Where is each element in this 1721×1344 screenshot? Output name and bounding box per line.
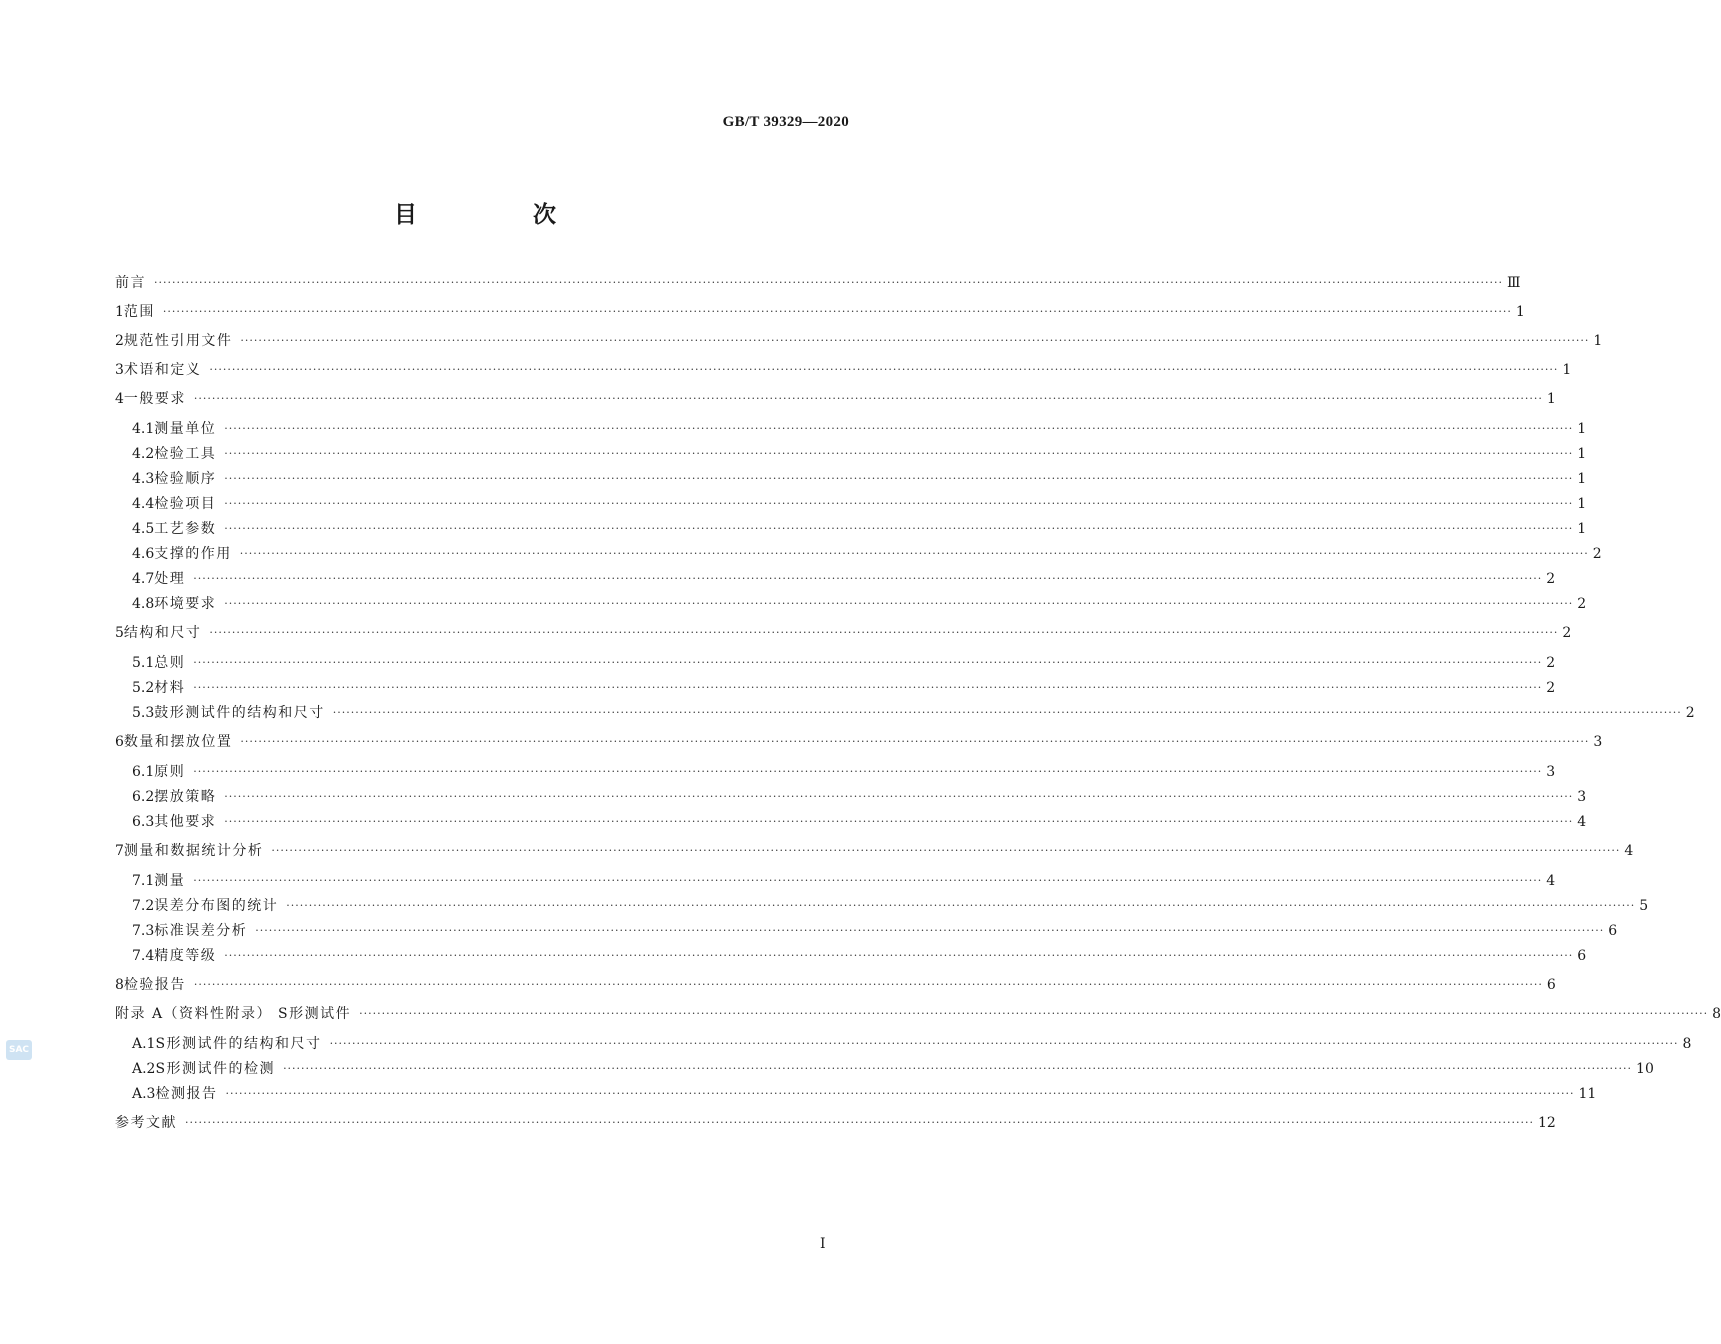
toc-entry[interactable] bbox=[132, 568, 1556, 590]
toc-entry[interactable] bbox=[132, 418, 1587, 440]
toc-entry[interactable] bbox=[132, 761, 1556, 783]
toc-entry-title: S形测试件的结构和尺寸 bbox=[155, 1036, 322, 1052]
toc-entry-page: 4 bbox=[1624, 843, 1634, 859]
toc-entry-page: 4 bbox=[1577, 814, 1587, 830]
toc-entry[interactable] bbox=[132, 811, 1587, 833]
toc-entry-page: 3 bbox=[1577, 789, 1587, 805]
toc-entry[interactable] bbox=[132, 493, 1587, 515]
toc-entry-title: 工艺参数 bbox=[154, 521, 217, 537]
toc-entry-number: 4.3 bbox=[132, 471, 155, 487]
toc-entry-page: 3 bbox=[1546, 764, 1556, 780]
toc-entry-page: 6 bbox=[1608, 923, 1618, 939]
toc-entry[interactable] bbox=[115, 974, 1556, 996]
toc-entry-page: 1 bbox=[1577, 496, 1587, 512]
page-title: 目 次 bbox=[393, 201, 610, 228]
toc-entry[interactable] bbox=[132, 895, 1649, 917]
toc-entry-page: 2 bbox=[1685, 705, 1695, 721]
toc-leader-dots: ············································································································································································································································································································ bbox=[240, 334, 1590, 347]
toc-entry-number: A.2 bbox=[132, 1061, 156, 1077]
toc-leader-dots: ············································································································································································································································································································ bbox=[329, 1037, 1679, 1050]
toc-entry[interactable] bbox=[132, 920, 1618, 942]
toc-entry-number: 4.7 bbox=[132, 571, 155, 587]
toc-entry-number: 5 bbox=[115, 625, 124, 641]
toc-entry-number: 7.1 bbox=[132, 873, 155, 889]
toc-leader-dots: ············································································································································································································································································································ bbox=[154, 276, 1503, 289]
toc-entry[interactable] bbox=[115, 301, 1525, 323]
toc-entry-title: 原则 bbox=[154, 764, 186, 780]
toc-leader-dots: ············································································································································································································································································································ bbox=[193, 572, 1543, 585]
toc-entry-page: 5 bbox=[1639, 898, 1649, 914]
toc-entry-number: 5.2 bbox=[132, 680, 155, 696]
toc-entry-number: 4.8 bbox=[132, 596, 155, 612]
toc-entry[interactable] bbox=[132, 468, 1587, 490]
toc-entry-number: 5.3 bbox=[132, 705, 155, 721]
toc-leader-dots: ············································································································································································································································································································ bbox=[224, 497, 1574, 510]
toc-entry-title: 摆放策略 bbox=[154, 789, 217, 805]
toc-entry-number: 5.1 bbox=[132, 655, 155, 671]
toc-entry-title: 前言 bbox=[115, 275, 146, 291]
toc-entry-page: 4 bbox=[1546, 873, 1556, 889]
toc-entry-page: 1 bbox=[1593, 333, 1603, 349]
toc-entry[interactable] bbox=[115, 622, 1572, 644]
toc-entry-page: 1 bbox=[1577, 421, 1587, 437]
toc-leader-dots: ············································································································································································································································································································ bbox=[193, 392, 1543, 405]
toc-entry-page: 2 bbox=[1592, 546, 1602, 562]
toc-entry-page: 1 bbox=[1546, 391, 1556, 407]
toc-entry-number: 3 bbox=[115, 362, 124, 378]
toc-entry[interactable] bbox=[115, 1003, 1721, 1025]
toc-leader-dots: ············································································································································································································································································································ bbox=[224, 597, 1574, 610]
toc-entry-page: 12 bbox=[1537, 1115, 1556, 1131]
toc-entry[interactable] bbox=[132, 543, 1602, 565]
toc-entry-title: 总则 bbox=[154, 655, 186, 671]
toc-entry-page: 2 bbox=[1562, 625, 1572, 641]
toc-entry[interactable] bbox=[115, 330, 1603, 352]
toc-leader-dots: ············································································································································································································································································································ bbox=[224, 447, 1574, 460]
toc-leader-dots: ············································································································································································································································································································ bbox=[240, 735, 1590, 748]
toc-entry[interactable] bbox=[115, 272, 1521, 294]
toc-entry[interactable] bbox=[132, 1058, 1654, 1080]
toc-entry-title: 一般要求 bbox=[123, 391, 186, 407]
toc-entry-number: 7 bbox=[115, 843, 124, 859]
toc-entry[interactable] bbox=[115, 388, 1556, 410]
toc-entry-page: 2 bbox=[1546, 680, 1556, 696]
toc-entry[interactable] bbox=[115, 840, 1634, 862]
toc-entry-page: 1 bbox=[1577, 471, 1587, 487]
toc-entry-number: 4.1 bbox=[132, 421, 155, 437]
toc-entry-title: 精度等级 bbox=[154, 948, 217, 964]
toc-entry-number: 7.4 bbox=[132, 948, 155, 964]
toc-entry-number: 6.3 bbox=[132, 814, 155, 830]
toc-entry-page: 3 bbox=[1593, 734, 1603, 750]
toc-entry-title: 测量单位 bbox=[154, 421, 217, 437]
toc-leader-dots: ············································································································································································································································································································ bbox=[225, 1087, 1575, 1100]
toc-leader-dots: ············································································································································································································································································································ bbox=[283, 1062, 1633, 1075]
toc-entry-page: 10 bbox=[1636, 1061, 1654, 1077]
toc-entry[interactable] bbox=[115, 1112, 1556, 1134]
toc-leader-dots: ············································································································································································································································································································ bbox=[193, 765, 1543, 778]
toc-entry-number: 2 bbox=[115, 333, 124, 349]
toc-entry[interactable] bbox=[115, 731, 1603, 753]
standard-number: GB/T 39329—2020 bbox=[722, 114, 849, 130]
toc-entry-title: 附录 A（资料性附录） S形测试件 bbox=[115, 1006, 352, 1022]
toc-entry-number: 6.2 bbox=[132, 789, 155, 805]
watermark-logo: SAC bbox=[6, 1040, 32, 1060]
toc-entry[interactable] bbox=[132, 702, 1695, 724]
toc-entry[interactable] bbox=[132, 1033, 1692, 1055]
toc-entry-title: 测量和数据统计分析 bbox=[123, 843, 264, 859]
toc-entry-title: 参考文献 bbox=[115, 1115, 177, 1131]
toc-entry-title: 范围 bbox=[123, 304, 155, 320]
toc-leader-dots: ············································································································································································································································································································ bbox=[224, 790, 1574, 803]
toc-entry-title: 鼓形测试件的结构和尺寸 bbox=[154, 705, 325, 721]
toc-leader-dots: ············································································································································································································································································································ bbox=[193, 681, 1543, 694]
toc-entry-number: 4 bbox=[115, 391, 124, 407]
toc-entry-title: S形测试件的检测 bbox=[155, 1061, 276, 1077]
toc-leader-dots: ············································································································································································································································································································ bbox=[224, 472, 1574, 485]
toc-entry[interactable] bbox=[132, 518, 1587, 540]
toc-entry-title: 规范性引用文件 bbox=[123, 333, 233, 349]
toc-entry-page: 11 bbox=[1578, 1086, 1597, 1102]
toc-entry-number: 1 bbox=[115, 304, 124, 320]
toc-entry-title: 检验项目 bbox=[154, 496, 217, 512]
toc-entry-page: 2 bbox=[1546, 571, 1556, 587]
toc-entry-number: 4.6 bbox=[132, 546, 155, 562]
toc-leader-dots: ············································································································································································································································································································ bbox=[209, 626, 1559, 639]
toc-entry[interactable] bbox=[132, 945, 1587, 967]
toc-entry-title: 处理 bbox=[154, 571, 186, 587]
toc-leader-dots: ············································································································································································································································································································ bbox=[185, 1116, 1534, 1129]
toc-leader-dots: ············································································································································································································································································································ bbox=[193, 656, 1543, 669]
toc-entry[interactable] bbox=[132, 870, 1556, 892]
toc-entry[interactable] bbox=[132, 593, 1587, 615]
toc-leader-dots: ············································································································································································································································································································ bbox=[359, 1007, 1709, 1020]
toc-entry-title: 检验报告 bbox=[123, 977, 186, 993]
toc-entry-number: A.3 bbox=[132, 1086, 156, 1102]
toc-leader-dots: ············································································································································································································································································································ bbox=[255, 924, 1605, 937]
toc-entry-number: 7.2 bbox=[132, 898, 155, 914]
toc-entry-title: 检验工具 bbox=[154, 446, 217, 462]
toc-leader-dots: ············································································································································································································································································································ bbox=[224, 815, 1574, 828]
toc-leader-dots: ············································································································································································································································································································ bbox=[224, 522, 1574, 535]
toc-entry-title: 支撑的作用 bbox=[154, 546, 232, 562]
toc-entry[interactable] bbox=[132, 443, 1587, 465]
toc-entry-page: Ⅲ bbox=[1506, 275, 1521, 291]
toc-entry-title: 其他要求 bbox=[154, 814, 217, 830]
toc-entry-number: 4.5 bbox=[132, 521, 155, 537]
toc-leader-dots: ············································································································································································································································································································ bbox=[224, 949, 1574, 962]
toc-entry-number: 4.4 bbox=[132, 496, 155, 512]
toc-entry-number: 8 bbox=[115, 977, 124, 993]
toc-entry-title: 环境要求 bbox=[154, 596, 217, 612]
toc-entry[interactable] bbox=[132, 1083, 1597, 1105]
toc-entry-page: 2 bbox=[1577, 596, 1587, 612]
toc-entry-page: 1 bbox=[1562, 362, 1572, 378]
toc-leader-dots: ············································································································································································································································································································ bbox=[209, 363, 1559, 376]
toc-entry-number: 6 bbox=[115, 734, 124, 750]
toc-leader-dots: ············································································································································································································································································································ bbox=[239, 547, 1589, 560]
toc-leader-dots: ············································································································································································································································································································ bbox=[271, 844, 1621, 857]
toc-entry-title: 检验顺序 bbox=[154, 471, 217, 487]
toc-entry-number: 6.1 bbox=[132, 764, 155, 780]
toc-leader-dots: ············································································································································································································································································································ bbox=[162, 305, 1512, 318]
toc-leader-dots: ············································································································································································································································································································ bbox=[286, 899, 1636, 912]
toc-entry[interactable] bbox=[132, 786, 1587, 808]
toc-entry-title: 检测报告 bbox=[155, 1086, 218, 1102]
toc-entry-title: 结构和尺寸 bbox=[123, 625, 202, 641]
toc-entry-title: 数量和摆放位置 bbox=[123, 734, 233, 750]
toc-leader-dots: ············································································································································································································································································································ bbox=[193, 978, 1543, 991]
toc-leader-dots: ············································································································································································································································································································ bbox=[224, 422, 1574, 435]
toc-entry-page: 2 bbox=[1546, 655, 1556, 671]
toc-entry-page: 8 bbox=[1682, 1036, 1692, 1052]
toc-entry-page: 6 bbox=[1546, 977, 1556, 993]
toc-leader-dots: ············································································································································································································································································································ bbox=[332, 706, 1682, 719]
toc-entry-page: 1 bbox=[1577, 446, 1587, 462]
toc-entry[interactable] bbox=[132, 652, 1556, 674]
toc-entry[interactable] bbox=[115, 359, 1572, 381]
toc-entry-title: 误差分布图的统计 bbox=[154, 898, 279, 914]
toc-entry-number: A.1 bbox=[132, 1036, 156, 1052]
toc-entry[interactable] bbox=[132, 677, 1556, 699]
toc-entry-page: 1 bbox=[1515, 304, 1525, 320]
toc-leader-dots: ············································································································································································································································································································ bbox=[193, 874, 1543, 887]
toc-entry-page: 6 bbox=[1577, 948, 1587, 964]
toc-entry-number: 7.3 bbox=[132, 923, 155, 939]
toc-entry-number: 4.2 bbox=[132, 446, 155, 462]
footer-page-number: I bbox=[820, 1236, 826, 1252]
toc-entry-page: 1 bbox=[1577, 521, 1587, 537]
toc-entry-title: 术语和定义 bbox=[123, 362, 202, 378]
toc-entry-title: 测量 bbox=[154, 873, 186, 889]
toc-entry-title: 材料 bbox=[154, 680, 186, 696]
toc-entry-title: 标准误差分析 bbox=[154, 923, 248, 939]
toc-entry-page: 8 bbox=[1712, 1006, 1721, 1022]
